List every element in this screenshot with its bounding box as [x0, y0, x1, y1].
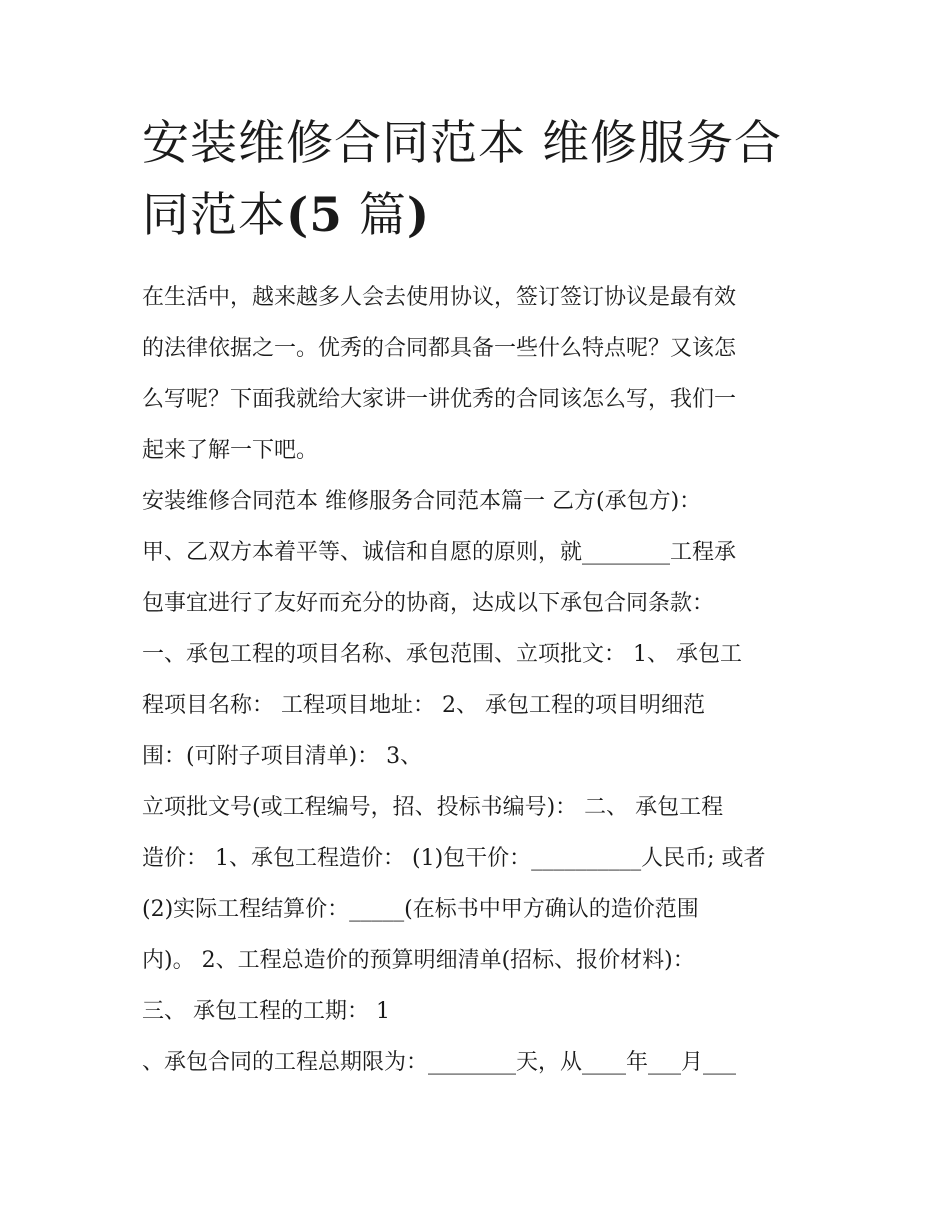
intro-line: 起来了解一下吧。 [142, 438, 319, 463]
body-line: 内)。 2、工程总造价的预算明细清单(招标、报价材料)： [142, 948, 695, 973]
title-line-2-close: ) [406, 188, 431, 243]
title-line-2-prefix: 同范本 [142, 188, 286, 243]
title-line-2-count: (5 [286, 188, 343, 243]
document-title [142, 108, 814, 252]
body-line: (2)实际工程结算价：_____(在标书中甲方确认的造价范围 [142, 897, 699, 922]
body-line: 包事宜进行了友好而充分的协商，达成以下承包合同条款： [142, 591, 715, 616]
body-line: 围：(可附子项目清单)： 3、 [142, 744, 423, 769]
document-body [142, 272, 814, 1088]
body-line: 三、 承包工程的工期： 1 [142, 999, 390, 1024]
body-line: 立项批文号(或工程编号，招、投标书编号)： 二、 承包工程 [142, 795, 724, 820]
body-line: 程项目名称： 工程项目地址： 2、 承包工程的项目明细范 [142, 693, 705, 718]
title-line-2-unit: 篇 [342, 188, 407, 243]
intro-line: 么写呢？下面我就给大家讲一讲优秀的合同该怎么写，我们一 [142, 387, 737, 412]
body-line: 造价： 1、承包工程造价： (1)包干价：__________人民币; 或者 [142, 846, 766, 871]
title-line-1: 安装维修合同范本 维修服务合 [142, 116, 782, 171]
body-line: 、承包合同的工程总期限为：________天，从____年___月___ [142, 1050, 737, 1075]
intro-line: 的法律依据之一。优秀的合同都具备一些什么特点呢？又该怎 [142, 336, 737, 361]
body-line: 一、承包工程的项目名称、承包范围、立项批文： 1、 承包工 [142, 642, 742, 667]
document-page [142, 108, 814, 1088]
body-line: 安装维修合同范本 维修服务合同范本篇一 乙方(承包方)： [142, 489, 702, 514]
intro-line: 在生活中，越来越多人会去使用协议，签订签订协议是最有效 [142, 285, 737, 310]
body-line: 甲、乙双方本着平等、诚信和自愿的原则，就________工程承 [142, 540, 737, 565]
